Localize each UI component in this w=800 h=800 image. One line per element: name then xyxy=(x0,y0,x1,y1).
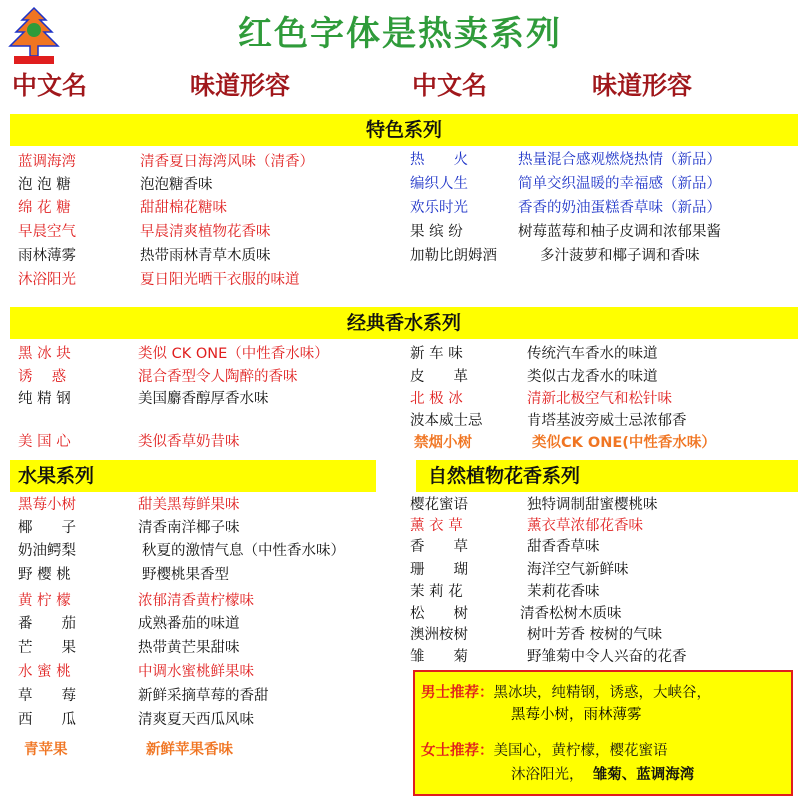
classic-right-item-desc: 清新北极空气和松针味 xyxy=(527,391,672,407)
classic-left-item-name: 纯 精 钢 xyxy=(18,391,71,407)
fruit-item-desc: 成熟番茄的味道 xyxy=(138,616,240,632)
classic-left-item-name: 美 国 心 xyxy=(18,434,71,450)
fruit-item-name: 椰 子 xyxy=(18,520,76,536)
floral-item-desc: 海洋空气新鲜味 xyxy=(527,562,629,578)
floral-item-desc: 薰衣草浓郁花香味 xyxy=(527,518,643,534)
fruit-item-desc: 秋夏的激情气息（中性香水味） xyxy=(142,543,345,559)
floral-item-desc: 茉莉花香味 xyxy=(527,584,600,600)
fruit-item-name: 青苹果 xyxy=(24,742,68,758)
women-recommend-line2a: 沐浴阳光， xyxy=(511,767,584,783)
floral-item-desc: 野雏菊中令人兴奋的花香 xyxy=(527,649,687,665)
classic-left-item-name: 黑 冰 块 xyxy=(18,346,71,362)
men-recommend-row xyxy=(421,682,711,704)
recommendation-box xyxy=(413,670,793,796)
classic-right-item-name: 新 车 味 xyxy=(410,346,463,362)
women-recommend-line2 xyxy=(511,764,694,786)
classic-right-item-name: 禁烟小树 xyxy=(414,435,472,451)
floral-item-name: 茉 莉 花 xyxy=(410,584,463,600)
men-recommend-line2: 黑莓小树，雨林薄雾 xyxy=(511,707,642,723)
classic-right-item-name: 波本威士忌 xyxy=(410,413,483,429)
special-left-item-desc: 甜甜棉花糖味 xyxy=(140,200,227,216)
classic-left-item-desc: 类似香草奶昔味 xyxy=(138,434,240,450)
women-recommend-label: 女士推荐： xyxy=(421,743,494,759)
fruit-item-name: 黑莓小树 xyxy=(18,497,76,513)
classic-right-item-desc: 类似CK ONE(中性香水味） xyxy=(532,435,716,451)
floral-item-name: 香 草 xyxy=(410,539,468,555)
floral-item-desc: 独特调制甜蜜樱桃味 xyxy=(527,497,658,513)
men-recommend-line1: 黑冰块，纯精钢，诱惑，大峡谷， xyxy=(493,685,711,701)
special-right-item-desc: 香香的奶油蛋糕香草味（新品） xyxy=(518,200,721,216)
floral-item-desc: 甜香香草味 xyxy=(527,539,600,555)
special-right-item-name: 加勒比朗姆酒 xyxy=(410,248,497,264)
classic-right-item-desc: 肯塔基波旁威士忌浓郁香 xyxy=(527,413,687,429)
fruit-item-name: 黄 柠 檬 xyxy=(18,593,71,609)
special-left-item-name: 绵 花 糖 xyxy=(18,200,71,216)
special-right-item-name: 果 缤 纷 xyxy=(410,224,463,240)
fruit-item-desc: 新鲜采摘草莓的香甜 xyxy=(138,688,269,704)
fruit-item-name: 水 蜜 桃 xyxy=(18,664,71,680)
floral-item-name: 珊 瑚 xyxy=(410,562,468,578)
fruit-item-name: 番 茄 xyxy=(18,616,76,632)
special-left-item-name: 雨林薄雾 xyxy=(18,248,76,264)
floral-item-name: 澳洲桉树 xyxy=(410,627,468,643)
fruit-item-name: 奶油鳄梨 xyxy=(18,543,76,559)
classic-left-item-desc: 美国麝香醇厚香水味 xyxy=(138,391,269,407)
women-recommend-row xyxy=(421,740,668,762)
fruit-item-desc: 中调水蜜桃鲜果味 xyxy=(138,664,254,680)
page-title: 红色字体是热卖系列 xyxy=(238,14,562,54)
special-left-item-desc: 热带雨林青草木质味 xyxy=(140,248,271,264)
section-classic-band: 经典香水系列 xyxy=(10,307,798,339)
classic-left-item-desc: 混合香型令人陶醉的香味 xyxy=(138,369,298,385)
fruit-item-desc: 清爽夏天西瓜风味 xyxy=(138,712,254,728)
header-desc-right: 味道形容 xyxy=(592,71,693,100)
special-left-item-desc: 夏日阳光晒干衣服的味道 xyxy=(140,272,300,288)
fruit-item-desc: 新鲜苹果香味 xyxy=(146,742,233,758)
special-left-item-desc: 早晨清爽植物花香味 xyxy=(140,224,271,240)
section-floral-band: 自然植物花香系列 xyxy=(416,460,798,492)
special-right-item-desc: 热量混合感观燃烧热情（新品） xyxy=(518,152,721,168)
men-recommend-label: 男士推荐： xyxy=(421,685,494,701)
special-left-item-name: 沐浴阳光 xyxy=(18,272,76,288)
special-left-item-desc: 清香夏日海湾风味（清香） xyxy=(140,154,314,170)
header-name-right: 中文名 xyxy=(412,71,488,100)
header-desc-left: 味道形容 xyxy=(190,71,291,100)
classic-right-item-name: 皮 革 xyxy=(410,369,468,385)
classic-right-item-desc: 类似古龙香水的味道 xyxy=(527,369,658,385)
special-right-item-name: 编织人生 xyxy=(410,176,468,192)
special-right-item-desc: 简单交织温暖的幸福感（新品） xyxy=(518,176,721,192)
section-special-band: 特色系列 xyxy=(10,114,798,146)
floral-item-desc: 清香松树木质味 xyxy=(520,606,622,622)
women-recommend-line1: 美国心，黄柠檬，樱花蜜语 xyxy=(493,743,668,759)
classic-right-item-desc: 传统汽车香水的味道 xyxy=(527,346,658,362)
classic-left-item-name: 诱 惑 xyxy=(18,369,67,385)
fruit-item-name: 野 樱 桃 xyxy=(18,567,71,583)
floral-item-name: 雏 菊 xyxy=(410,649,468,665)
special-left-item-name: 泡 泡 糖 xyxy=(18,177,71,193)
special-right-item-desc: 树莓蓝莓和柚子皮调和浓郁果酱 xyxy=(518,224,721,240)
section-fruit-band: 水果系列 xyxy=(10,460,376,492)
floral-item-name: 松 树 xyxy=(410,606,468,622)
classic-right-item-name: 北 极 冰 xyxy=(410,391,463,407)
women-recommend-line2b: 雏菊、蓝调海湾 xyxy=(592,767,695,783)
fruit-item-name: 西 瓜 xyxy=(18,712,76,728)
header-name-left: 中文名 xyxy=(12,71,88,100)
fruit-item-desc: 野樱桃果香型 xyxy=(142,567,229,583)
special-right-item-name: 欢乐时光 xyxy=(410,200,468,216)
special-right-item-desc: 多汁菠萝和椰子调和香味 xyxy=(540,248,700,264)
floral-item-desc: 树叶芳香 桉树的气味 xyxy=(527,627,663,643)
classic-left-item-desc: 类似 CK ONE（中性香水味） xyxy=(138,346,329,362)
fruit-item-desc: 甜美黑莓鲜果味 xyxy=(138,497,240,513)
fruit-item-desc: 浓郁清香黄柠檬味 xyxy=(138,593,254,609)
special-right-item-name: 热 火 xyxy=(410,152,468,168)
special-left-item-name: 早晨空气 xyxy=(18,224,76,240)
special-left-item-desc: 泡泡糖香味 xyxy=(140,177,213,193)
floral-item-name: 薰 衣 草 xyxy=(410,518,463,534)
fruit-item-desc: 热带黄芒果甜味 xyxy=(138,640,240,656)
fruit-item-name: 芒 果 xyxy=(18,640,76,656)
fruit-item-name: 草 莓 xyxy=(18,688,76,704)
special-left-item-name: 蓝调海湾 xyxy=(18,154,76,170)
floral-item-name: 樱花蜜语 xyxy=(410,497,468,513)
fruit-item-desc: 清香南洋椰子味 xyxy=(138,520,240,536)
